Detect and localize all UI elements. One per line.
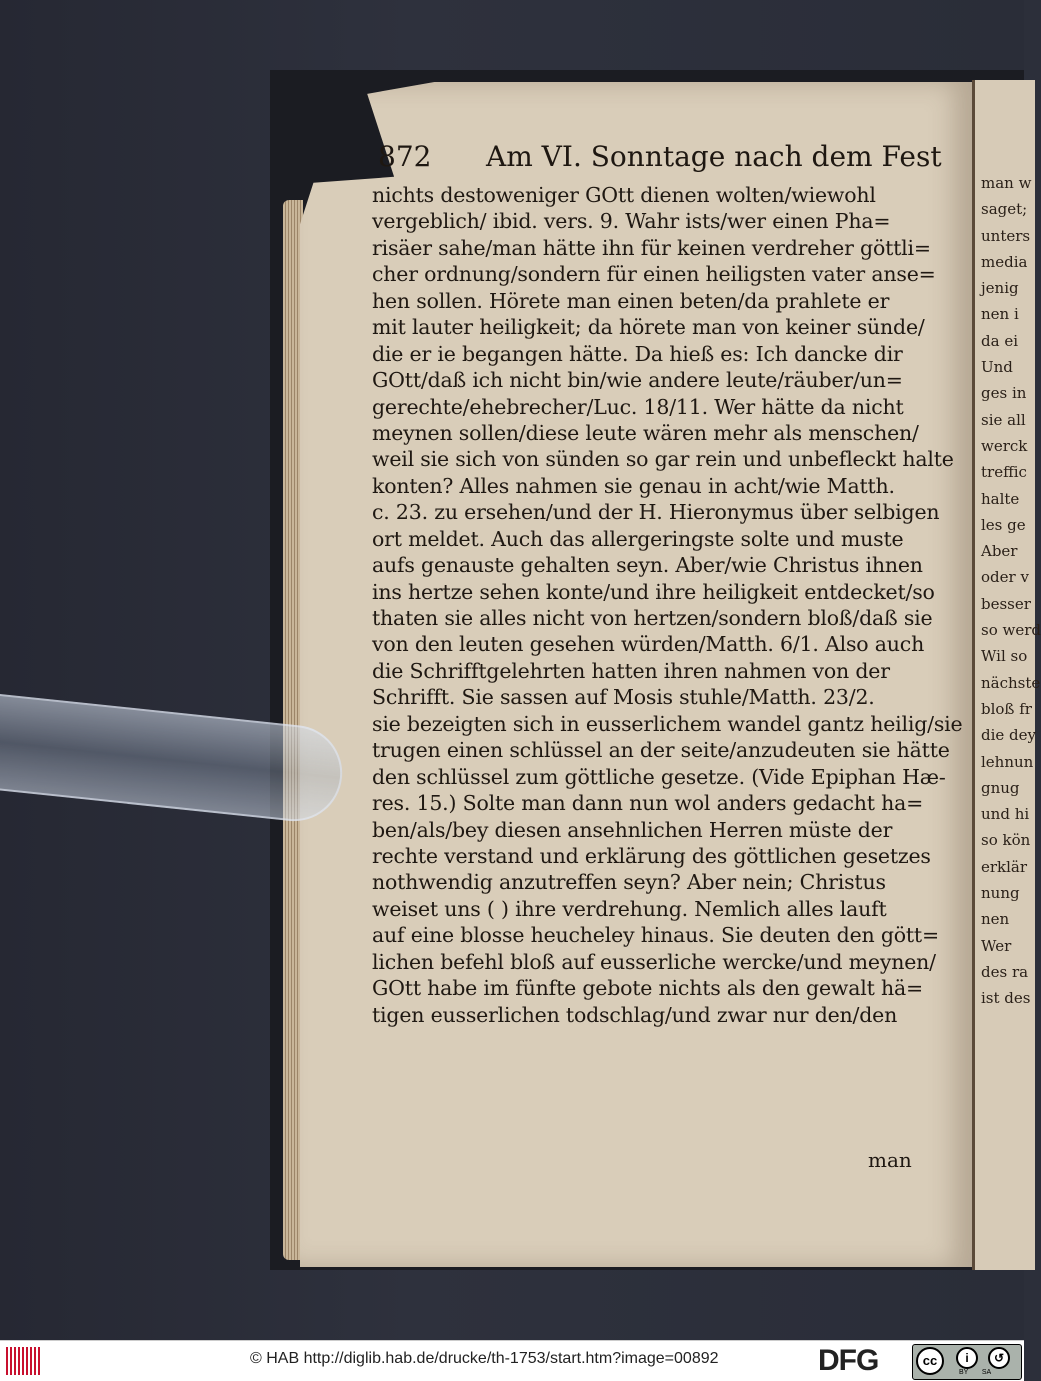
footer-bar [0, 1340, 1024, 1381]
right-page-fragment: media [981, 252, 1028, 271]
right-page-fragment: des ra [981, 962, 1029, 981]
text-line: Schrifft. Sie sassen auf Mosis stuhle/Matth. 23/2. [372, 685, 875, 710]
share-alike-icon: ↺ [988, 1347, 1010, 1369]
right-page-fragment: lehnun [981, 752, 1034, 771]
right-page-fragment: werck [981, 436, 1028, 455]
right-page-fragment: die dey [981, 726, 1036, 745]
right-page-fragment: ges in [981, 384, 1027, 403]
text-line: den schlüssel zum göttliche gesetze. (Vide Epiphan Hæ- [372, 764, 946, 789]
text-line: meynen sollen/diese leute wären mehr als menschen/ [372, 420, 919, 445]
right-page-fragment: unters [981, 226, 1031, 245]
right-page-fragment: Wil so [981, 647, 1028, 666]
right-page-fragment: halte [981, 489, 1020, 508]
text-line: thaten sie alles nicht von hertzen/sondern bloß/daß sie [372, 606, 933, 630]
text-line: nothwendig anzutreffen seyn? Aber nein; Christus [372, 870, 886, 895]
dfg-logo: DFG [818, 1344, 879, 1377]
text-line: weiset uns ( ) ihre verdrehung. Nemlich alles lauft [372, 896, 887, 921]
right-page-fragment: Wer [981, 936, 1012, 955]
attribution-icon: i [956, 1347, 978, 1369]
right-page-fragment: treffic [981, 463, 1027, 482]
copyright-link[interactable]: © HAB http://diglib.hab.de/drucke/th-1753/start.htm?image=00892 [250, 1350, 719, 1367]
text-line: auf eine blosse heucheley hinaus. Sie deuten den gött= [372, 923, 939, 948]
right-page-fragment: saget; [981, 200, 1028, 219]
cc-by-label: BY [959, 1369, 969, 1376]
cc-sa-label: SA [981, 1369, 992, 1376]
right-page-fragment: bloß fr [981, 699, 1032, 718]
cc-icon: cc [916, 1347, 944, 1375]
page-header [378, 138, 942, 182]
text-line: GOtt habe im fünfte gebote nichts als den gewalt hä= [372, 976, 923, 1001]
cc-license-badge[interactable] [912, 1344, 1022, 1380]
right-page-fragment: nächste [981, 673, 1041, 692]
right-page-fragment: nen [981, 910, 1010, 929]
text-line: risäer sahe/man hätte ihn für keinen verdreher göttli= [372, 235, 931, 260]
right-page-fragment: da ei [981, 331, 1018, 350]
text-line: ins hertze sehen konte/und ihre heiligkeit entdecket/so [372, 579, 935, 604]
right-page-fragment: sie all [981, 410, 1026, 429]
right-page-fragment: so werd [981, 621, 1041, 640]
hab-logo-icon [6, 1347, 40, 1375]
text-line: vergeblich/ ibid. vers. 9. Wahr ists/wer einen Pha= [372, 209, 891, 234]
right-page-fragment: nung [981, 884, 1020, 903]
text-line: mit lauter heiligkeit; da hörete man von keiner sünde/ [372, 315, 925, 340]
text-line: die Schrifftgelehrten hatten ihren nahmen von der [372, 658, 890, 683]
running-head: Am VI. Sonntage nach dem Fest [486, 140, 942, 173]
text-line: c. 23. zu ersehen/und der H. Hieronymus über selbigen [372, 500, 940, 525]
page-number: 872 [378, 140, 432, 173]
text-line: lichen befehl bloß auf eusserliche wercke/und meynen/ [372, 949, 936, 974]
text-line: die er ie begangen hätte. Da hieß es: Ich dancke dir [372, 341, 903, 366]
right-page-fragment: ist des [981, 989, 1031, 1008]
text-line: ben/als/bey diesen ansehnlichen Herren müste der [372, 817, 893, 842]
right-page-fragment: besser [981, 594, 1031, 613]
text-line: rechte verstand und erklärung des göttlichen gesetzes [372, 843, 931, 868]
text-line: hen sollen. Hörete man einen beten/da prahlete er [372, 288, 890, 313]
right-page [972, 80, 1041, 1270]
right-page-fragment: erklär [981, 857, 1028, 876]
text-line: konten? Alles nahmen sie genau in acht/wie Matth. [372, 473, 895, 498]
right-page-fragment: man w [981, 174, 1032, 192]
text-line: nichts destoweniger GOtt dienen wolten/wiewohl [372, 183, 876, 207]
text-line: res. 15.) Solte man dann nun wol anders gedacht ha= [372, 791, 924, 816]
text-line: aufs genauste gehalten seyn. Aber/wie Christus ihnen [372, 553, 923, 578]
right-page-fragment: les ge [981, 515, 1026, 534]
cc-license-labels [959, 1369, 1019, 1376]
right-page-fragment: gnug [981, 778, 1020, 797]
right-page-fragment: Und [981, 358, 1013, 377]
right-page-fragment: nen i [981, 305, 1019, 324]
text-line: weil sie sich von sünden so gar rein und unbefleckt halte [372, 447, 954, 472]
right-page-fragment: und hi [981, 805, 1030, 824]
text-line: trugen einen schlüssel an der seite/anzudeuten sie hätte [372, 738, 950, 763]
body-text [372, 182, 963, 1028]
right-page-fragment: Aber [981, 542, 1018, 561]
text-line: von den leuten gesehen würden/Matth. 6/1. Also auch [372, 632, 925, 657]
right-page-fragments [981, 170, 1041, 1012]
text-line: GOtt/daß ich nicht bin/wie andere leute/räuber/un= [372, 368, 903, 393]
text-line: sie bezeigten sich in eusserlichem wandel gantz heilig/sie [372, 711, 963, 736]
catchword: man [868, 1148, 912, 1172]
right-page-fragment: jenig [981, 279, 1019, 298]
text-line: gerechte/ehebrecher/Luc. 18/11. Wer hätte da nicht [372, 394, 904, 419]
text-line: tigen eusserlichen todschlag/und zwar nur den/den [372, 1002, 898, 1027]
text-line: ort meldet. Auch das allergeringste solte und muste [372, 526, 904, 551]
right-page-fragment: so kön [981, 831, 1031, 850]
text-line: cher ordnung/sondern für einen heiligsten vater anse= [372, 262, 936, 287]
right-page-fragment: oder v [981, 568, 1029, 587]
